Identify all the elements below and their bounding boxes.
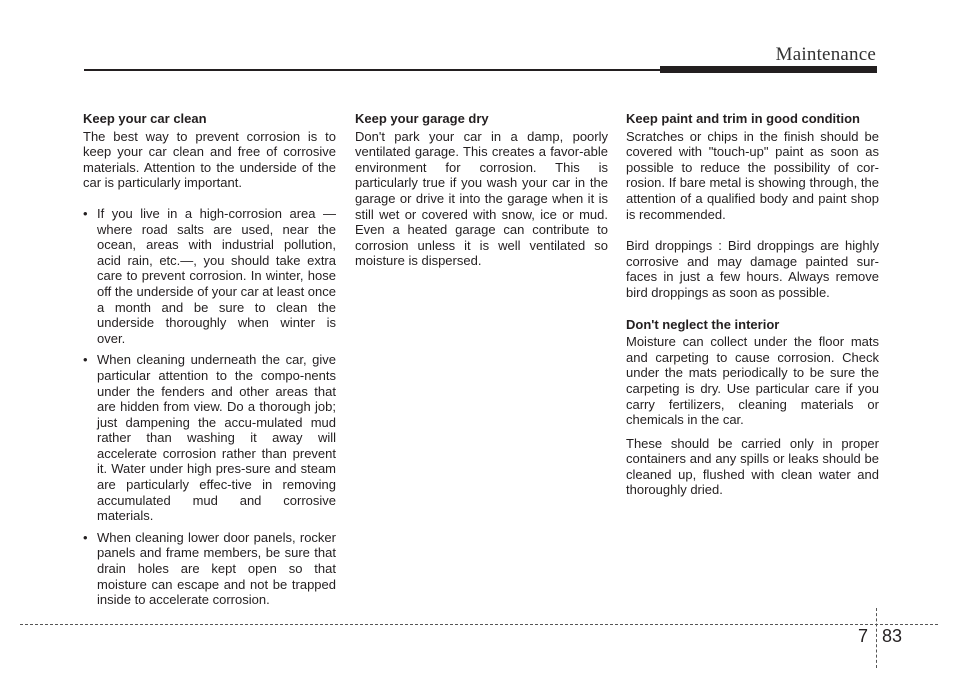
paragraph-containers: These should be carried only in proper containers and any spills or leaks should be cleaned up, flushed with clean water and thoroughly dried. bbox=[626, 435, 879, 498]
heading-paint-trim: Keep paint and trim in good condition bbox=[626, 111, 860, 126]
list-item bbox=[83, 206, 336, 346]
list-item-text: When cleaning lower door panels, rocker panels and frame members, be sure that drain holes are kept open so that moisture can escape and not be trapped inside to accelerate corrosion. bbox=[97, 529, 336, 608]
bullet-icon: • bbox=[83, 205, 88, 221]
column-right bbox=[626, 111, 879, 506]
column-left bbox=[83, 111, 336, 614]
list-item bbox=[83, 530, 336, 608]
page-number: 83 bbox=[882, 626, 903, 646]
paragraph-intro: The best way to prevent corrosion is to keep your car clean and free of corrosive materials. Attention to the underside of the car is particularly important. bbox=[83, 128, 336, 191]
bullet-icon: • bbox=[83, 529, 88, 545]
bullet-icon: • bbox=[83, 352, 88, 368]
paragraph-bird-droppings: Bird droppings : Bird droppings are highly corrosive and may damage painted sur-faces in just a few hours. Always remove bird droppings as soon as possible. bbox=[626, 238, 879, 300]
bullet-list bbox=[83, 206, 336, 608]
list-item bbox=[83, 352, 336, 524]
list-item-text: When cleaning underneath the car, give particular attention to the compo-nents under the fenders and other areas that are hidden from view. Do a thorough job; just dampening the accu-mulated mud rather than washing it away will accelerate corrosion rather than prevent it. Water under high pres-sure and steam are particularly effec-tive in removing accumulated mud and corrosive materials. bbox=[97, 352, 336, 524]
footer-rule bbox=[20, 624, 938, 625]
paragraph-moisture: Moisture can collect under the floor mats and carpeting to cause corrosion. Check under the mats periodically to be sure the carpeting is dry. Use particular care if you carry fertilizers, cleaning materials or chemicals in the car. bbox=[626, 334, 879, 428]
heading-interior: Don't neglect the interior bbox=[626, 316, 780, 332]
header-rule-thick bbox=[660, 66, 877, 73]
heading-keep-car-clean: Keep your car clean bbox=[83, 111, 207, 126]
paragraph-scratches: Scratches or chips in the finish should be covered with "touch-up" paint as soon as possible to reduce the possibility of cor-rosion. If bare metal is showing through, the attention of a qualified body and paint shop is recommended. bbox=[626, 128, 879, 222]
section-title: Maintenance bbox=[775, 44, 876, 65]
header-rule-thin bbox=[84, 69, 662, 71]
column-middle bbox=[355, 111, 608, 277]
chapter-number: 7 bbox=[858, 626, 869, 646]
heading-keep-garage-dry: Keep your garage dry bbox=[355, 111, 489, 126]
list-item-text: If you live in a high-corrosion area — where road salts are used, near the ocean, areas with industrial pollution, acid rain, etc.—, you should take extra care to prevent corrosion. In winter, hose off the underside of your car at least once a month and be sure to clean the underside thoroughly when winter is over. bbox=[97, 205, 336, 346]
paragraph-garage: Don't park your car in a damp, poorly ventilated garage. This creates a favor-able environment for corrosion. This is particularly true if you wash your car in the garage or drive it into the garage when it is still wet or covered with snow, ice or mud. Even a heated garage can contribute to corrosion unless it is well ventilated so moisture is dispersed. bbox=[355, 128, 608, 269]
page-number-divider bbox=[876, 608, 877, 668]
